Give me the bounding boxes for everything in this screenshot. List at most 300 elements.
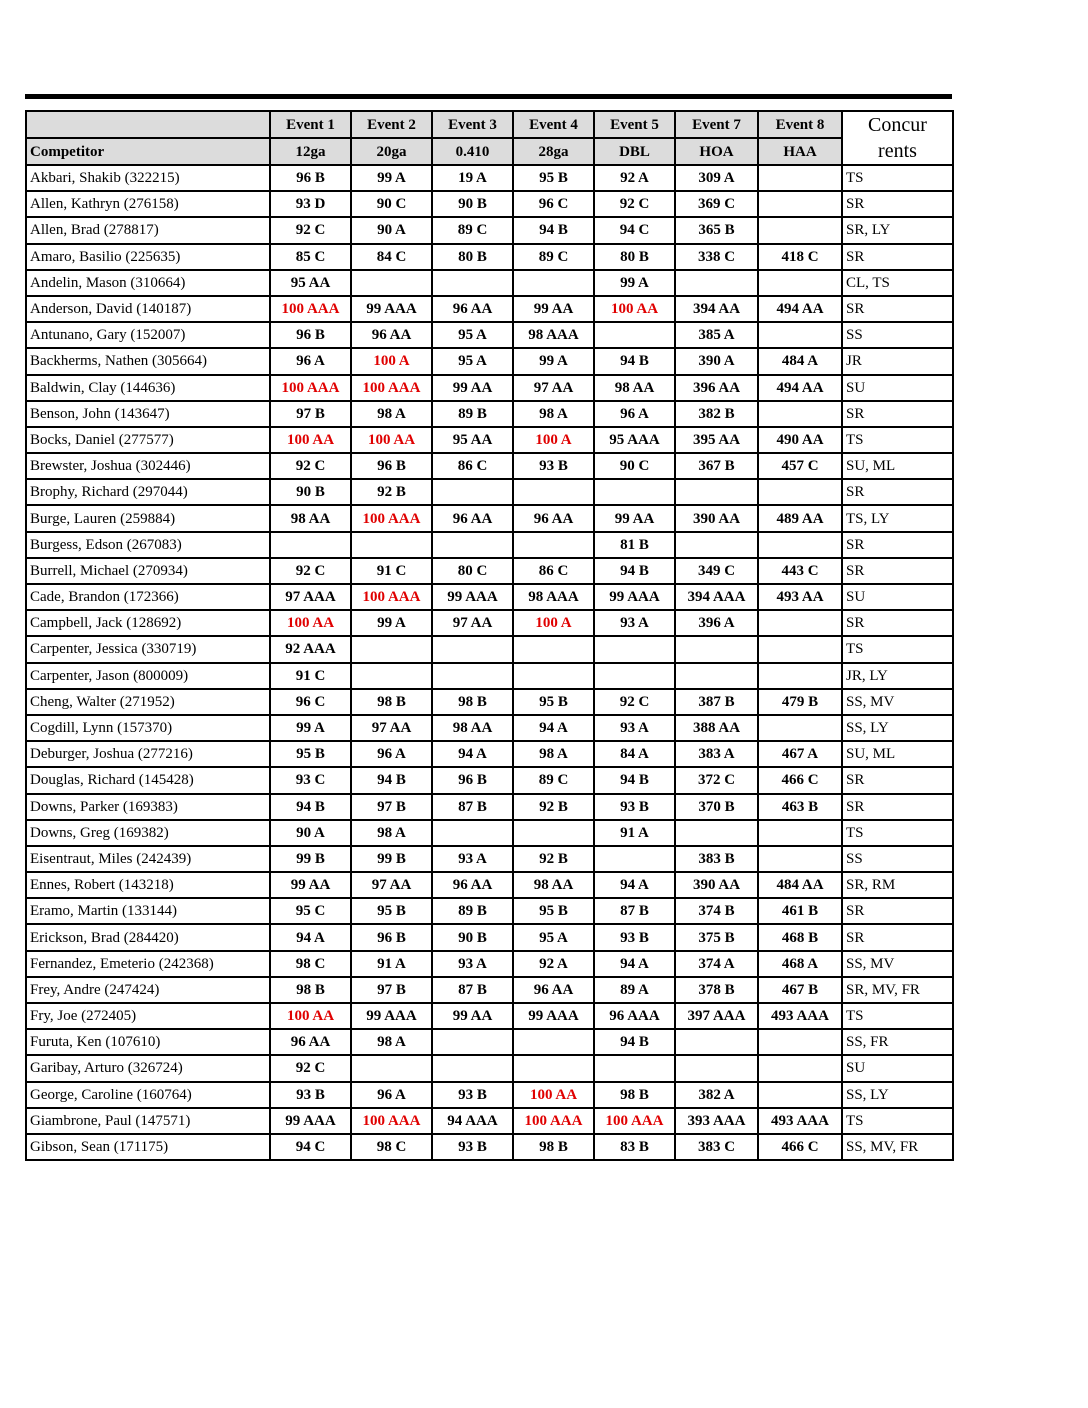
score-cell: 95 B xyxy=(513,689,594,715)
score-cell: 100 AA xyxy=(270,1003,351,1029)
score-cell: 467 B xyxy=(758,977,842,1003)
competitor-name: Andelin, Mason (310664) xyxy=(26,270,270,296)
score-cell: 95 A xyxy=(513,924,594,950)
score-cell: 99 AA xyxy=(270,872,351,898)
competitor-name: Douglas, Richard (145428) xyxy=(26,767,270,793)
score-cell xyxy=(758,165,842,191)
score-cell xyxy=(594,322,675,348)
header-gauge-haa: HAA xyxy=(758,138,842,165)
score-cell: 94 A xyxy=(594,872,675,898)
concurrents-cell: SS, MV xyxy=(842,689,953,715)
score-cell: 367 B xyxy=(675,453,758,479)
score-cell: 390 AA xyxy=(675,872,758,898)
score-cell: 89 B xyxy=(432,898,513,924)
score-cell xyxy=(513,270,594,296)
score-cell: 100 AAA xyxy=(270,375,351,401)
table-row xyxy=(26,532,953,558)
score-cell xyxy=(758,1055,842,1081)
competitor-name: Cade, Brandon (172366) xyxy=(26,584,270,610)
competitor-name: Ennes, Robert (143218) xyxy=(26,872,270,898)
score-cell xyxy=(758,479,842,505)
score-cell: 100 AAA xyxy=(594,1108,675,1134)
score-cell xyxy=(594,846,675,872)
score-cell: 92 C xyxy=(270,453,351,479)
score-cell: 93 D xyxy=(270,191,351,217)
header-event-4: Event 4 xyxy=(513,111,594,138)
score-cell: 80 C xyxy=(432,558,513,584)
score-cell xyxy=(432,479,513,505)
score-cell xyxy=(758,636,842,662)
score-cell: 89 C xyxy=(432,217,513,243)
score-cell: 397 AAA xyxy=(675,1003,758,1029)
table-row xyxy=(26,270,953,296)
score-cell: 99 B xyxy=(351,846,432,872)
competitor-name: Frey, Andre (247424) xyxy=(26,977,270,1003)
score-cell: 94 A xyxy=(270,924,351,950)
concurrents-cell: SR xyxy=(842,244,953,270)
concurrents-cell: SU, ML xyxy=(842,453,953,479)
score-cell: 96 C xyxy=(513,191,594,217)
table-row xyxy=(26,846,953,872)
score-cell: 93 A xyxy=(432,846,513,872)
score-cell: 87 B xyxy=(432,794,513,820)
score-cell xyxy=(513,663,594,689)
score-cell: 100 AA xyxy=(351,427,432,453)
score-cell xyxy=(758,610,842,636)
table-row xyxy=(26,741,953,767)
table-row xyxy=(26,191,953,217)
competitor-name: Bocks, Daniel (277577) xyxy=(26,427,270,453)
score-cell: 94 B xyxy=(594,767,675,793)
score-cell: 98 A xyxy=(351,1029,432,1055)
score-cell: 100 AAA xyxy=(351,1108,432,1134)
score-cell: 94 C xyxy=(594,217,675,243)
competitor-name: Campbell, Jack (128692) xyxy=(26,610,270,636)
score-cell xyxy=(758,1029,842,1055)
table-row xyxy=(26,924,953,950)
score-cell: 388 AA xyxy=(675,715,758,741)
score-cell: 98 AAA xyxy=(513,322,594,348)
concurrents-cell: SR, RM xyxy=(842,872,953,898)
score-cell xyxy=(351,532,432,558)
score-cell: 98 AA xyxy=(594,375,675,401)
table-row xyxy=(26,715,953,741)
score-cell: 99 A xyxy=(351,165,432,191)
score-cell: 394 AA xyxy=(675,296,758,322)
score-cell: 96 AA xyxy=(351,322,432,348)
header-event-3: Event 3 xyxy=(432,111,513,138)
score-cell: 93 A xyxy=(594,715,675,741)
table-row xyxy=(26,479,953,505)
score-cell: 484 A xyxy=(758,348,842,374)
score-cell: 90 C xyxy=(351,191,432,217)
table-row xyxy=(26,296,953,322)
score-cell: 95 AA xyxy=(432,427,513,453)
score-cell: 98 B xyxy=(513,1134,594,1160)
table-row xyxy=(26,1055,953,1081)
score-cell: 97 AA xyxy=(351,872,432,898)
score-cell: 98 A xyxy=(513,741,594,767)
score-cell: 96 AA xyxy=(513,977,594,1003)
score-cell: 93 B xyxy=(594,794,675,820)
competitor-name: Gibson, Sean (171175) xyxy=(26,1134,270,1160)
score-cell: 490 AA xyxy=(758,427,842,453)
score-cell: 370 B xyxy=(675,794,758,820)
score-cell: 96 A xyxy=(594,401,675,427)
score-cell: 95 B xyxy=(513,898,594,924)
score-cell: 418 C xyxy=(758,244,842,270)
score-cell xyxy=(758,322,842,348)
score-cell: 94 AAA xyxy=(432,1108,513,1134)
concurrents-cell: TS xyxy=(842,1108,953,1134)
table-row xyxy=(26,872,953,898)
score-cell: 84 A xyxy=(594,741,675,767)
score-cell: 93 B xyxy=(594,924,675,950)
score-cell: 100 AAA xyxy=(351,375,432,401)
concurrents-cell: SS xyxy=(842,846,953,872)
score-cell: 96 B xyxy=(432,767,513,793)
score-cell xyxy=(432,1055,513,1081)
header-competitor: Competitor xyxy=(26,138,270,165)
table-row xyxy=(26,898,953,924)
score-cell: 92 C xyxy=(594,191,675,217)
score-cell: 372 C xyxy=(675,767,758,793)
concurrents-cell: JR xyxy=(842,348,953,374)
table-row xyxy=(26,401,953,427)
score-cell: 365 B xyxy=(675,217,758,243)
concurrents-cell: SR xyxy=(842,558,953,584)
score-cell: 466 C xyxy=(758,1134,842,1160)
score-cell: 99 AAA xyxy=(513,1003,594,1029)
score-cell: 96 A xyxy=(270,348,351,374)
competitor-name: Carpenter, Jessica (330719) xyxy=(26,636,270,662)
concurrents-cell: SS, FR xyxy=(842,1029,953,1055)
concurrents-cell: SS, MV xyxy=(842,951,953,977)
score-cell: 89 C xyxy=(513,244,594,270)
score-cell: 94 A xyxy=(432,741,513,767)
score-cell xyxy=(513,1029,594,1055)
concurrents-cell: SR, MV, FR xyxy=(842,977,953,1003)
score-cell: 493 AAA xyxy=(758,1003,842,1029)
header-event-8: Event 8 xyxy=(758,111,842,138)
score-cell xyxy=(432,636,513,662)
concurrents-cell: SS, LY xyxy=(842,1082,953,1108)
score-cell xyxy=(758,191,842,217)
table-row xyxy=(26,427,953,453)
concurrents-cell: TS, LY xyxy=(842,505,953,531)
score-cell xyxy=(432,1029,513,1055)
score-cell: 92 A xyxy=(594,165,675,191)
score-cell: 87 B xyxy=(432,977,513,1003)
score-cell: 390 A xyxy=(675,348,758,374)
score-cell xyxy=(675,1055,758,1081)
score-cell: 99 B xyxy=(270,846,351,872)
table-row xyxy=(26,348,953,374)
score-cell: 463 B xyxy=(758,794,842,820)
score-cell: 100 AA xyxy=(594,296,675,322)
header-event-7: Event 7 xyxy=(675,111,758,138)
table-row xyxy=(26,794,953,820)
score-cell: 89 C xyxy=(513,767,594,793)
score-cell: 98 B xyxy=(351,689,432,715)
score-cell: 96 AA xyxy=(432,296,513,322)
score-cell: 92 C xyxy=(594,689,675,715)
score-cell: 97 AA xyxy=(432,610,513,636)
competitor-name: Cheng, Walter (271952) xyxy=(26,689,270,715)
score-cell xyxy=(513,1055,594,1081)
concurrents-cell: SR xyxy=(842,924,953,950)
score-cell: 91 A xyxy=(351,951,432,977)
score-cell: 99 A xyxy=(351,610,432,636)
score-cell: 95 A xyxy=(432,322,513,348)
table-row xyxy=(26,610,953,636)
score-cell: 96 B xyxy=(270,165,351,191)
score-cell: 93 C xyxy=(270,767,351,793)
score-cell: 96 B xyxy=(351,453,432,479)
score-cell: 90 A xyxy=(270,820,351,846)
competitor-name: Burge, Lauren (259884) xyxy=(26,505,270,531)
score-cell: 98 C xyxy=(351,1134,432,1160)
competitor-name: Backherms, Nathen (305664) xyxy=(26,348,270,374)
score-cell xyxy=(758,401,842,427)
score-cell: 374 A xyxy=(675,951,758,977)
score-cell xyxy=(513,820,594,846)
concurrents-cell: SU xyxy=(842,375,953,401)
score-cell: 99 AA xyxy=(513,296,594,322)
score-cell: 19 A xyxy=(432,165,513,191)
score-cell: 396 A xyxy=(675,610,758,636)
score-cell: 378 B xyxy=(675,977,758,1003)
concurrents-cell: CL, TS xyxy=(842,270,953,296)
concurrents-cell: SR, LY xyxy=(842,217,953,243)
score-cell xyxy=(758,715,842,741)
score-cell xyxy=(675,479,758,505)
score-cell xyxy=(594,1055,675,1081)
score-cell: 99 AAA xyxy=(270,1108,351,1134)
score-cell: 98 A xyxy=(513,401,594,427)
score-cell: 92 AAA xyxy=(270,636,351,662)
score-cell: 98 A xyxy=(351,820,432,846)
table-row xyxy=(26,663,953,689)
score-cell: 92 C xyxy=(270,558,351,584)
score-cell: 100 AA xyxy=(270,610,351,636)
score-cell: 494 AA xyxy=(758,296,842,322)
score-cell: 95 B xyxy=(513,165,594,191)
competitor-name: Amaro, Basilio (225635) xyxy=(26,244,270,270)
competitor-name: Garibay, Arturo (326724) xyxy=(26,1055,270,1081)
competitor-name: Erickson, Brad (284420) xyxy=(26,924,270,950)
table-row xyxy=(26,820,953,846)
header-gauge-410: 0.410 xyxy=(432,138,513,165)
score-cell: 374 B xyxy=(675,898,758,924)
score-cell: 97 B xyxy=(351,794,432,820)
score-cell: 96 A xyxy=(351,741,432,767)
score-cell xyxy=(675,820,758,846)
score-cell xyxy=(758,1082,842,1108)
competitor-name: Eramo, Martin (133144) xyxy=(26,898,270,924)
competitor-name: Allen, Brad (278817) xyxy=(26,217,270,243)
score-cell: 96 B xyxy=(270,322,351,348)
header-concurrents xyxy=(842,111,953,165)
top-rule xyxy=(25,94,952,99)
concurrents-cell: SR xyxy=(842,532,953,558)
concurrents-cell: SR xyxy=(842,401,953,427)
header-gauge-hoa: HOA xyxy=(675,138,758,165)
score-cell xyxy=(758,270,842,296)
score-cell: 95 B xyxy=(351,898,432,924)
score-cell: 93 B xyxy=(513,453,594,479)
table-row xyxy=(26,165,953,191)
score-cell: 383 B xyxy=(675,846,758,872)
score-cell: 94 B xyxy=(594,558,675,584)
competitor-name: Akbari, Shakib (322215) xyxy=(26,165,270,191)
score-cell: 99 AAA xyxy=(351,296,432,322)
table-row xyxy=(26,244,953,270)
competitor-name: Anderson, David (140187) xyxy=(26,296,270,322)
table-row xyxy=(26,1108,953,1134)
score-cell: 99 AA xyxy=(432,375,513,401)
header-event-2: Event 2 xyxy=(351,111,432,138)
score-cell: 81 B xyxy=(594,532,675,558)
competitor-name: George, Caroline (160764) xyxy=(26,1082,270,1108)
score-cell: 95 AAA xyxy=(594,427,675,453)
score-cell: 99 AAA xyxy=(351,1003,432,1029)
results-table xyxy=(25,110,954,1161)
score-cell: 96 B xyxy=(351,924,432,950)
score-cell xyxy=(351,663,432,689)
score-cell: 92 B xyxy=(351,479,432,505)
table-row xyxy=(26,1082,953,1108)
score-cell: 92 C xyxy=(270,1055,351,1081)
score-cell: 382 A xyxy=(675,1082,758,1108)
score-cell: 84 C xyxy=(351,244,432,270)
score-cell: 468 B xyxy=(758,924,842,950)
header-row-gauges xyxy=(26,138,953,165)
score-cell: 95 AA xyxy=(270,270,351,296)
concurrents-cell: JR, LY xyxy=(842,663,953,689)
score-cell xyxy=(351,636,432,662)
score-cell: 90 B xyxy=(270,479,351,505)
header-event-1: Event 1 xyxy=(270,111,351,138)
table-row xyxy=(26,977,953,1003)
competitor-name: Burrell, Michael (270934) xyxy=(26,558,270,584)
concurrents-cell: SS, LY xyxy=(842,715,953,741)
table-row xyxy=(26,767,953,793)
competitor-name: Fry, Joe (272405) xyxy=(26,1003,270,1029)
score-cell: 80 B xyxy=(594,244,675,270)
concurrents-cell: SR xyxy=(842,794,953,820)
table-row xyxy=(26,322,953,348)
table-row xyxy=(26,1003,953,1029)
concurrents-cell: SS, MV, FR xyxy=(842,1134,953,1160)
score-cell xyxy=(758,846,842,872)
concurrents-cell: TS xyxy=(842,165,953,191)
score-cell: 461 B xyxy=(758,898,842,924)
score-cell: 83 B xyxy=(594,1134,675,1160)
score-cell: 479 B xyxy=(758,689,842,715)
header-concurrents-line-1: Concur xyxy=(868,114,927,136)
score-cell: 467 A xyxy=(758,741,842,767)
score-cell: 387 B xyxy=(675,689,758,715)
score-cell: 87 B xyxy=(594,898,675,924)
score-cell: 394 AAA xyxy=(675,584,758,610)
score-cell: 98 A xyxy=(351,401,432,427)
score-cell: 98 AA xyxy=(432,715,513,741)
score-cell: 100 AAA xyxy=(513,1108,594,1134)
score-cell: 92 B xyxy=(513,794,594,820)
concurrents-cell: TS xyxy=(842,427,953,453)
score-cell: 395 AA xyxy=(675,427,758,453)
score-cell: 466 C xyxy=(758,767,842,793)
header-gauge-28ga: 28ga xyxy=(513,138,594,165)
score-cell xyxy=(675,1029,758,1055)
score-cell: 97 B xyxy=(351,977,432,1003)
table-row xyxy=(26,558,953,584)
score-cell: 96 AA xyxy=(432,872,513,898)
score-cell: 98 AA xyxy=(270,505,351,531)
score-cell: 99 A xyxy=(513,348,594,374)
score-cell: 100 AAA xyxy=(351,505,432,531)
table-row xyxy=(26,505,953,531)
score-cell: 99 AAA xyxy=(432,584,513,610)
score-cell: 92 B xyxy=(513,846,594,872)
score-cell: 100 A xyxy=(513,427,594,453)
score-cell: 383 C xyxy=(675,1134,758,1160)
header-blank-cell xyxy=(26,111,270,138)
competitor-name: Downs, Greg (169382) xyxy=(26,820,270,846)
score-cell xyxy=(432,532,513,558)
score-cell: 96 C xyxy=(270,689,351,715)
score-cell: 98 AAA xyxy=(513,584,594,610)
score-cell xyxy=(351,1055,432,1081)
score-cell: 396 AA xyxy=(675,375,758,401)
table-body xyxy=(26,111,953,1160)
score-cell: 385 A xyxy=(675,322,758,348)
score-cell: 86 C xyxy=(432,453,513,479)
concurrents-cell: SU xyxy=(842,1055,953,1081)
score-cell: 90 A xyxy=(351,217,432,243)
score-cell: 94 B xyxy=(513,217,594,243)
score-cell xyxy=(758,663,842,689)
concurrents-cell: SR xyxy=(842,767,953,793)
score-cell: 468 A xyxy=(758,951,842,977)
header-gauge-20ga: 20ga xyxy=(351,138,432,165)
score-cell: 99 AA xyxy=(594,505,675,531)
competitor-name: Carpenter, Jason (800009) xyxy=(26,663,270,689)
table-row xyxy=(26,1029,953,1055)
score-cell: 95 B xyxy=(270,741,351,767)
concurrents-cell: SR xyxy=(842,479,953,505)
score-cell xyxy=(594,663,675,689)
score-cell: 99 AAA xyxy=(594,584,675,610)
score-cell: 94 A xyxy=(513,715,594,741)
score-cell: 100 AAA xyxy=(351,584,432,610)
score-cell xyxy=(432,820,513,846)
score-cell: 91 C xyxy=(351,558,432,584)
score-cell: 97 AA xyxy=(351,715,432,741)
score-cell: 489 AA xyxy=(758,505,842,531)
score-cell: 94 C xyxy=(270,1134,351,1160)
competitor-name: Antunano, Gary (152007) xyxy=(26,322,270,348)
concurrents-cell: TS xyxy=(842,1003,953,1029)
header-concurrents-line-2: rents xyxy=(878,140,917,162)
score-cell: 494 AA xyxy=(758,375,842,401)
score-cell: 90 B xyxy=(432,191,513,217)
score-cell: 443 C xyxy=(758,558,842,584)
table-row xyxy=(26,453,953,479)
score-cell: 89 B xyxy=(432,401,513,427)
score-cell xyxy=(594,636,675,662)
